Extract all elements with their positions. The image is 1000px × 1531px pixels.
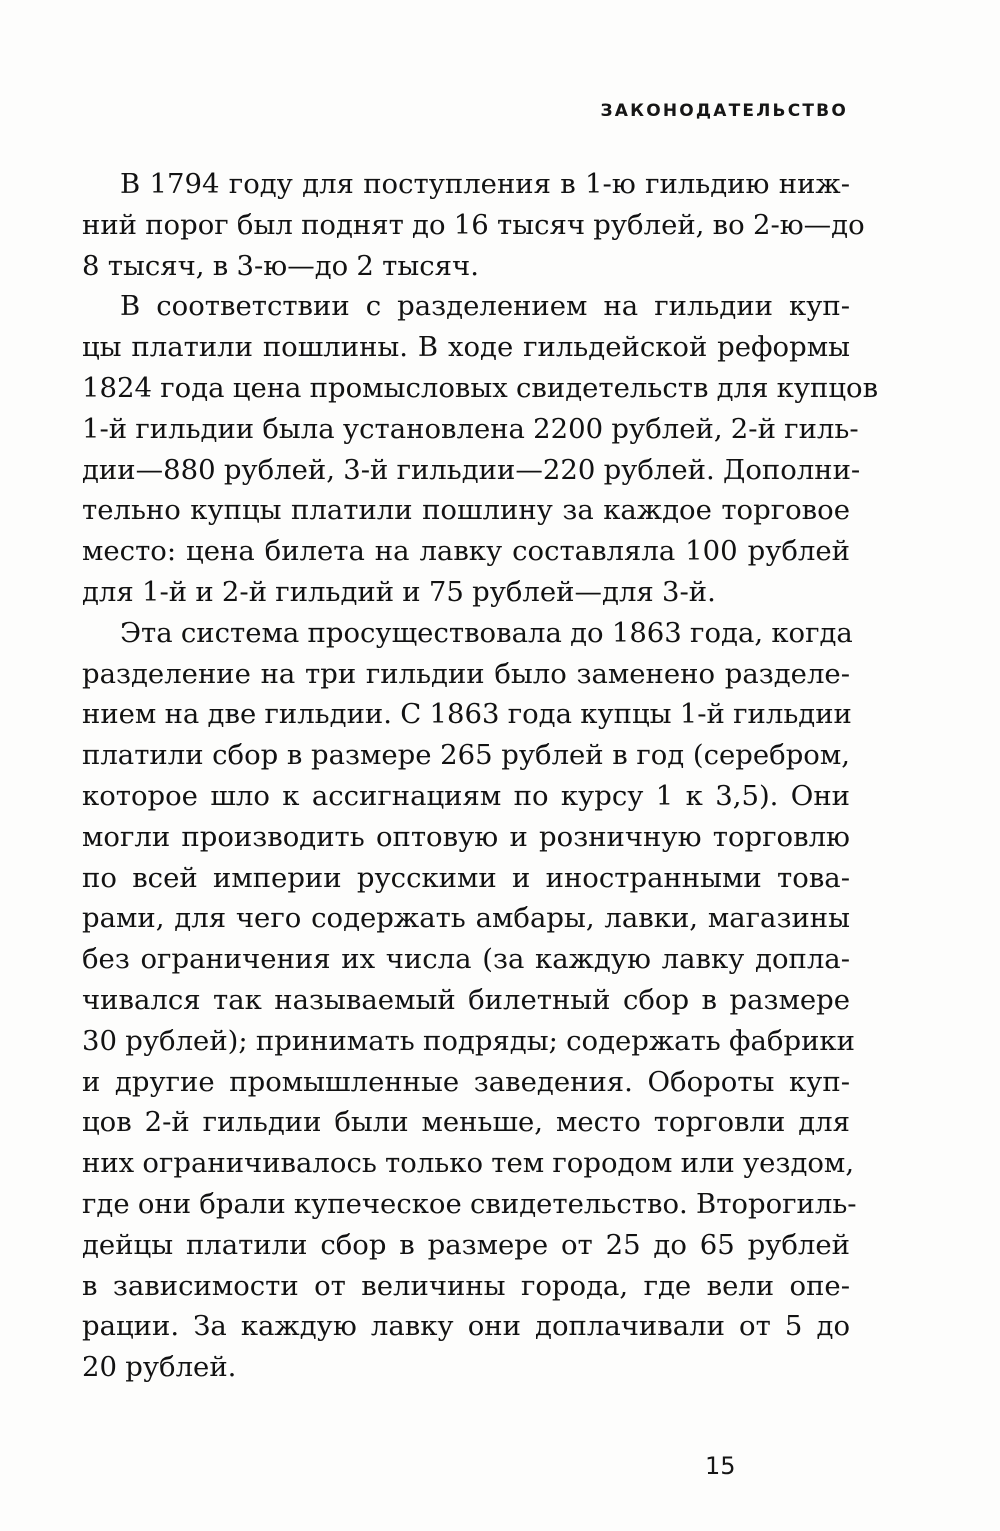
text-line: рами, для чего содержать амбары, лавки, магазины [82, 902, 850, 935]
text-line: чивался так называемый билетный сбор в размере [82, 983, 850, 1016]
page-number: 15 [705, 1452, 736, 1480]
text-line: рации. За каждую лавку они доплачивали от 5 до [82, 1310, 850, 1343]
text-line: нием на две гильдии. С 1863 года купцы 1-й гильдии [82, 698, 852, 731]
text-line: для 1-й и 2-й гильдий и 75 рублей—для 3-й. [82, 575, 716, 608]
text-line: могли производить оптовую и розничную торговлю [82, 820, 850, 853]
text-line: 8 тысяч, в 3-ю—до 2 тысяч. [82, 249, 479, 282]
text-line: тельно купцы платили пошлину за каждое торговое [82, 494, 850, 527]
text-line: где они брали купеческое свидетельство. Второгиль- [82, 1187, 857, 1220]
text-line: по всей империи русскими и иностранными това- [82, 861, 850, 894]
text-line: дейцы платили сбор в размере от 25 до 65 рублей [82, 1228, 850, 1261]
text-line: Эта система просуществовала до 1863 года, когда [120, 616, 853, 649]
text-line: них ограничивалось только тем городом или уездом, [82, 1147, 855, 1180]
text-line: которое шло к ассигнациям по курсу 1 к 3,5). Они [82, 779, 850, 812]
text-line: разделение на три гильдии было заменено разделе- [82, 657, 850, 690]
text-line: 1-й гильдии была установлена 2200 рублей, 2-й гиль- [82, 412, 859, 445]
text-line: 20 рублей. [82, 1351, 237, 1384]
text-line: цы платили пошлины. В ходе гильдейской реформы [82, 331, 850, 364]
text-line: место: цена билета на лавку составляла 100 рублей [82, 535, 850, 568]
text-line: в зависимости от величины города, где вели опе- [82, 1269, 850, 1302]
running-head: ЗАКОНОДАТЕЛЬСТВО [600, 101, 848, 121]
paragraph-2 [82, 286, 879, 612]
text-line: 30 рублей); принимать подряды; содержать фабрики [82, 1024, 855, 1057]
text-line: без ограничения их числа (за каждую лавку допла- [82, 943, 850, 976]
paragraph-1 [82, 164, 865, 286]
paragraph-3 [82, 613, 857, 1388]
text-line: цов 2-й гильдии были меньше, место торговли для [82, 1106, 850, 1139]
text-line: дии—880 рублей, 3-й гильдии—220 рублей. Дополни- [82, 453, 861, 486]
body-text [82, 164, 879, 1388]
text-line: 1824 года цена промысловых свидетельств для купцов [82, 371, 879, 404]
text-line: В 1794 году для поступления в 1-ю гильдию ниж- [120, 168, 850, 200]
text-line: В соответствии с разделением на гильдии куп- [120, 290, 850, 323]
text-line: платили сбор в размере 265 рублей в год (серебром, [82, 739, 850, 772]
text-line: ний порог был поднят до 16 тысяч рублей, во 2-ю—до [82, 208, 865, 241]
text-line: и другие промышленные заведения. Обороты куп- [82, 1065, 850, 1098]
